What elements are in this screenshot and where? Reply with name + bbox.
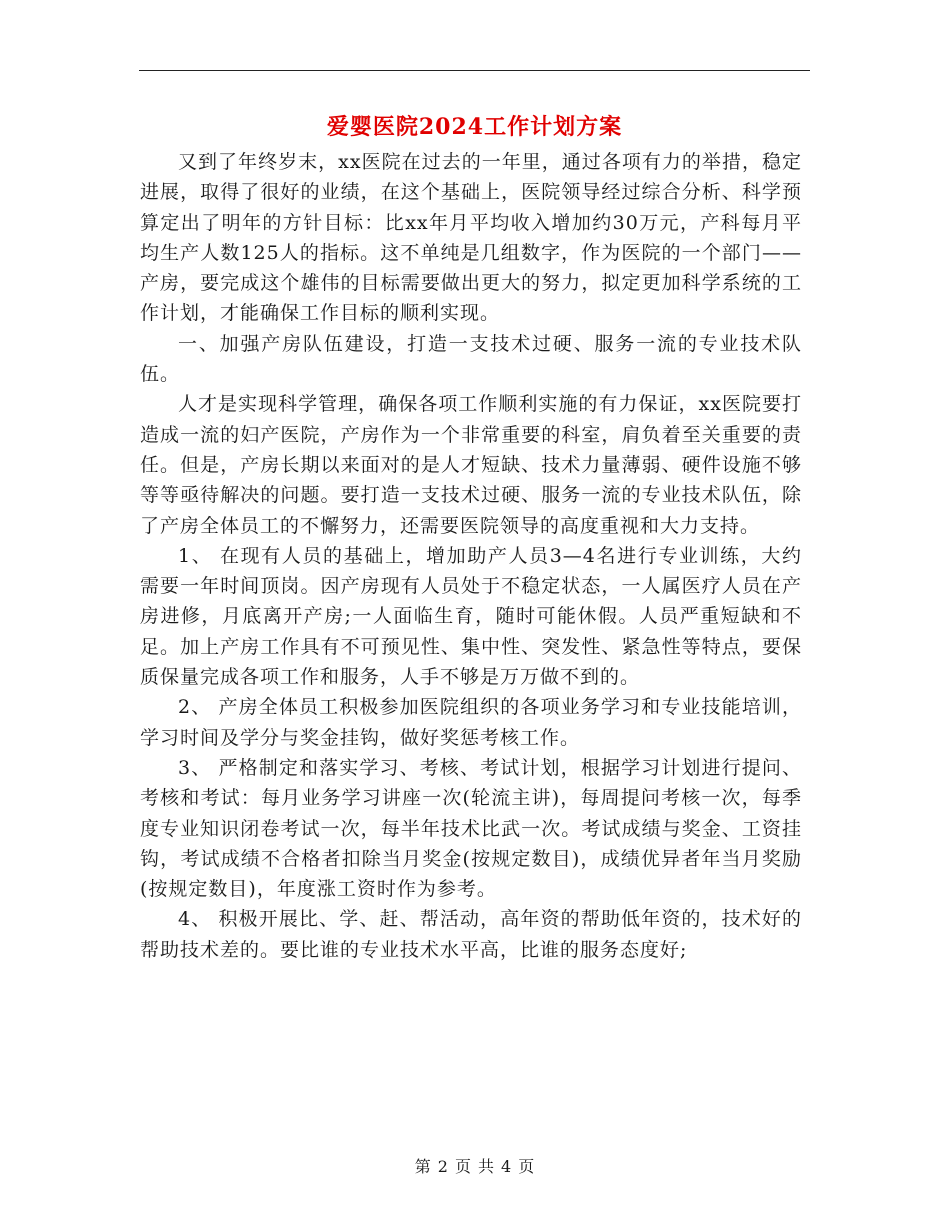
document-body bbox=[140, 147, 802, 965]
footer-page-word: 页 bbox=[454, 1157, 472, 1176]
footer-total-pages: 4 bbox=[501, 1157, 513, 1176]
paragraph-talent: 人才是实现科学管理，确保各项工作顺利实施的有力保证，xx医院要打造成一流的妇产医院，产房作为一个非常重要的科室，肩负着至关重要的责任。但是，产房长期以来面对的是人才短缺、技术力量薄弱、硬件设施不够等等亟待解决的问题。要打造一支技术过硬、服务一流的专业技术队伍，除了产房全体员工的不懈努力，还需要医院领导的高度重视和大力支持。 bbox=[140, 393, 802, 537]
paragraph-item-4: 4、 积极开展比、学、赶、帮活动，高年资的帮助低年资的，技术好的帮助技术差的。要比谁的专业技术水平高，比谁的服务态度好; bbox=[140, 908, 802, 961]
paragraph-item-2: 2、 产房全体员工积极参加医院组织的各项业务学习和专业技能培训，学习时间及学分与奖金挂钩，做好奖惩考核工作。 bbox=[140, 696, 802, 749]
document-title: 爱婴医院2024工作计划方案 bbox=[326, 114, 623, 140]
footer-page-number: 2 bbox=[437, 1157, 449, 1176]
paragraph-item-3: 3、 严格制定和落实学习、考核、考试计划，根据学习计划进行提问、考核和考试：每月业务学习讲座一次(轮流主讲)，每周提问考核一次，每季度专业知识闭卷考试一次，每半年技术比武一次。考试成绩与奖金、工资挂钩，考试成绩不合格者扣除当月奖金(按规定数目)，成绩优异者年当月奖励(按规定数目)，年度涨工资时作为参考。 bbox=[140, 756, 802, 901]
paragraph-item-1: 1、 在现有人员的基础上，增加助产人员3—4名进行专业训练，大约需要一年时间顶岗。因产房现有人员处于不稳定状态，一人属医疗人员在产房进修，月底离开产房;一人面临生育，随时可能休假。人员严重短缺和不足。加上产房工作具有不可预见性、集中性、突发性、紧急性等特点，要保质保量完成各项工作和服务，人手不够是万万做不到的。 bbox=[140, 544, 802, 689]
header-rule bbox=[139, 70, 810, 71]
footer-suffix: 页 bbox=[518, 1157, 536, 1176]
footer-prefix: 第 bbox=[414, 1157, 432, 1176]
paragraph-section-heading: 一、加强产房队伍建设，打造一支技术过硬、服务一流的专业技术队伍。 bbox=[140, 332, 802, 386]
paragraph-intro: 又到了年终岁末，xx医院在过去的一年里，通过各项有力的举措，稳定进展，取得了很好的业绩，在这个基础上，医院领导经过综合分析、科学预算定出了明年的方针目标：比xx年月平均收入增加约30万元，产科每月平均生产人数125人的指标。这不单纯是几组数字，作为医院的一个部门——产房，要完成这个雄伟的目标需要做出更大的努力，拟定更加科学系统的工作计划，才能确保工作目标的顺利实现。 bbox=[140, 151, 802, 325]
footer-total-prefix: 共 bbox=[478, 1157, 496, 1176]
page-footer bbox=[0, 1154, 950, 1177]
